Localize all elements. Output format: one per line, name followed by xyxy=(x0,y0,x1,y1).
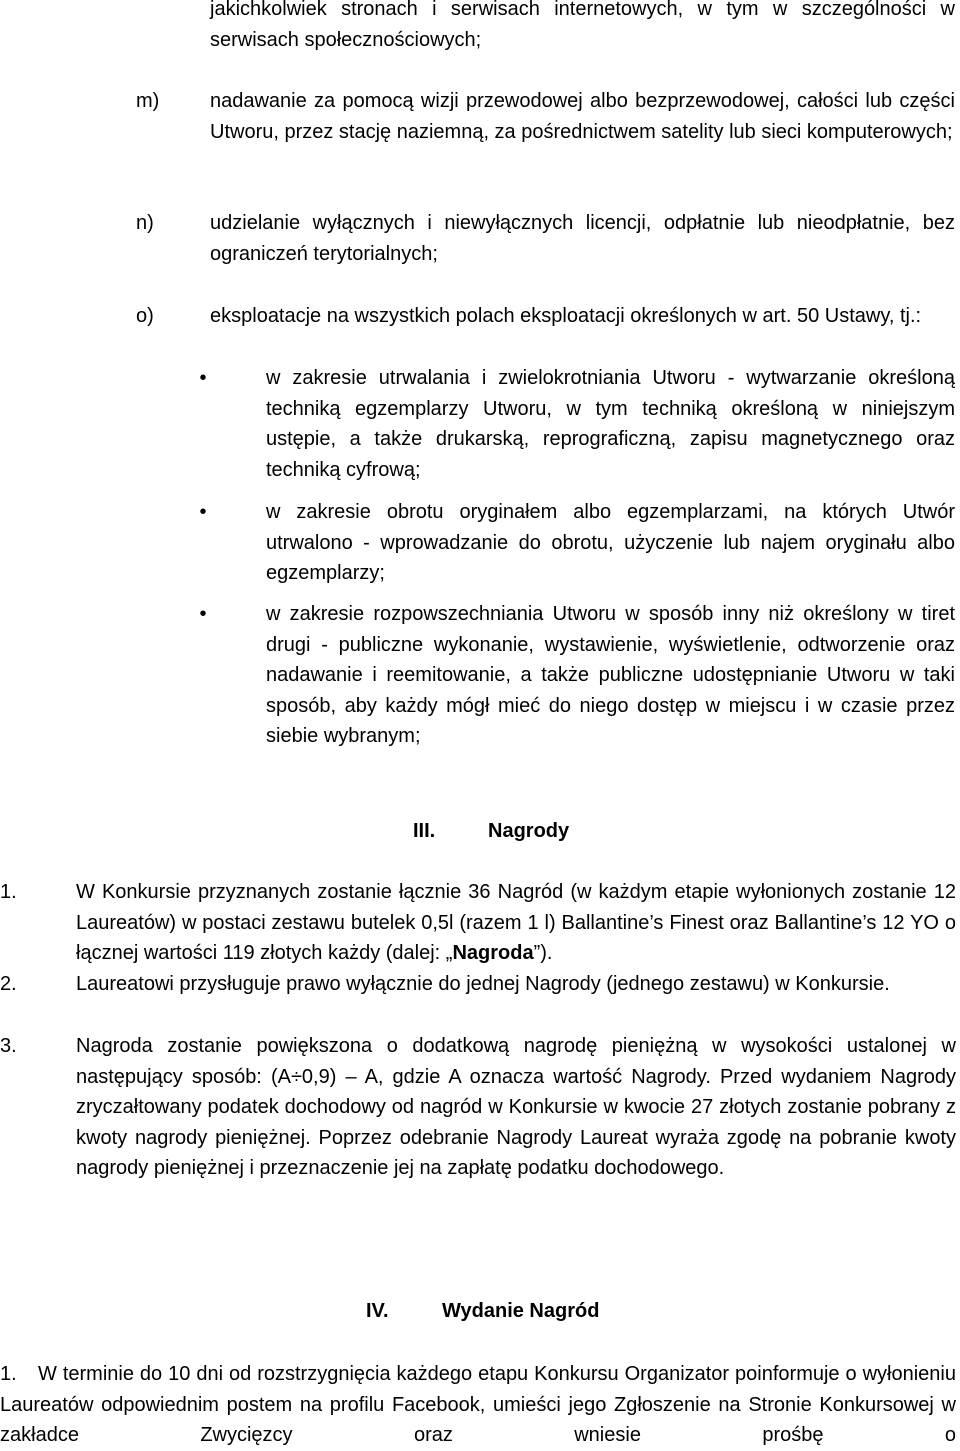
item-text: Laureatowi przysługuje prawo wyłącznie do jednej Nagrody (jednego zestawu) w Konkursie. xyxy=(76,973,890,995)
item-text-before: W Konkursie przyznanych zostanie łącznie 36 Nagród (w każdym etapie wyłonionych zostanie 12 Laureatów) w postaci zestawu butelek 0,5l (razem 1 l) Ballantine’s Finest oraz Ballantine’s 12 YO o łącznej wartości 119 złotych każdy (dalej: „ xyxy=(76,881,956,964)
bullet-icon: • xyxy=(199,603,207,625)
item-text: Nagroda zostanie powiększona o dodatkową nagrodę pieniężną w wysokości ustalonej w następujący sposób: (A÷0,9) – A, gdzie A oznacza wartość Nagrody. Przed wydaniem Nagrody zryczałtowany podatek dochodowy od nagród w Konkursie w kwocie 27 złotych zostanie pobrany z kwoty nagrody pieniężnej. Poprzez odebranie Nagrody Laureat wyraża zgodę na pobranie kwoty nagrody pieniężnej i przeznaczenie jej na zapłatę podatku dochodowego. xyxy=(76,1035,956,1179)
list-item-label: m) xyxy=(136,90,160,112)
list-item-text: udzielanie wyłącznych i niewyłącznych licencji, odpłatnie lub nieodpłatnie, bez ograniczeń terytorialnych; xyxy=(210,212,955,265)
list-item-label: o) xyxy=(136,305,154,327)
section-number: III. xyxy=(413,820,436,842)
item-number: 2. xyxy=(0,973,17,995)
item-number: 1. xyxy=(0,881,17,903)
section-title: Nagrody xyxy=(488,820,570,842)
intro-continuation-paragraph: jakichkolwiek stronach i serwisach internetowych, w tym w szczególności w serwisach społecznościowych; xyxy=(210,0,955,51)
bullet-item-text: w zakresie utrwalania i zwielokrotniania Utworu - wytwarzanie określoną techniką egzemplarzy Utworu, w tym techniką określoną w niniejszym ustępie, a także drukarską, reprograficzną, zapisu magnetycznego oraz techniką cyfrową; xyxy=(266,367,955,481)
item-text xyxy=(76,877,956,969)
item-text: W terminie do 10 dni od rozstrzygnięcia każdego etapu Konkursu Organizator poinformuje o wyłonieniu Laureatów odpowiednim postem na profilu Facebook, umieści jego Zgłoszenie na Stronie Konkursowej w zakładce Zwycięzcy oraz wniesie prośbę o xyxy=(0,1363,956,1446)
list-item-text: nadawanie za pomocą wizji przewodowej albo bezprzewodowej, całości lub części Utworu, przez stację naziemną, za pośrednictwem satelity lub sieci komputerowych; xyxy=(210,90,955,143)
item-number: 3. xyxy=(0,1035,17,1057)
list-item-text: eksploatacje na wszystkich polach eksploatacji określonych w art. 50 Ustawy, tj.: xyxy=(210,305,922,327)
section-number: IV. xyxy=(366,1300,389,1322)
bullet-item-text: w zakresie obrotu oryginałem albo egzemplarzami, na których Utwór utrwalono - wprowadzanie do obrotu, użyczenie lub najem oryginału albo egzemplarzy; xyxy=(266,501,955,584)
section-title: Wydanie Nagród xyxy=(442,1300,600,1322)
list-item-label: n) xyxy=(136,212,154,234)
item-number: 1. xyxy=(0,1363,17,1385)
bullet-icon: • xyxy=(199,367,207,389)
item-text-after: ”). xyxy=(533,942,553,964)
item-text-bold-term: Nagroda xyxy=(452,942,534,964)
bullet-item-text: w zakresie rozpowszechniania Utworu w sposób inny niż określony w tiret drugi - publiczne wykonanie, wystawienie, wyświetlenie, odtworzenie oraz nadawanie i reemitowanie, a także publiczne udostępnianie Utworu w taki sposób, aby każdy mógł mieć do niego dostęp w miejscu i w czasie przez siebie wybranym; xyxy=(266,603,955,747)
bullet-icon: • xyxy=(199,501,207,523)
